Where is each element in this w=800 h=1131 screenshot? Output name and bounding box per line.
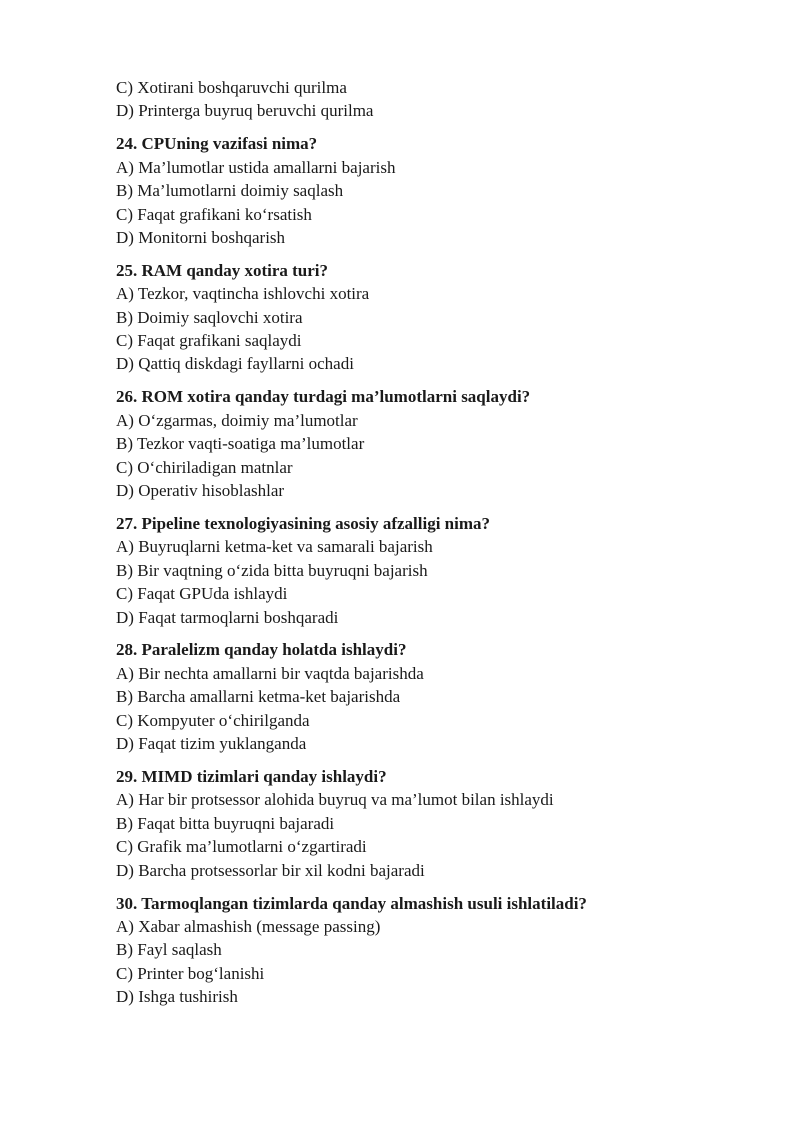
option: D) Barcha protsessorlar bir xil kodni bajaradi: [116, 860, 425, 880]
option: C) Faqat grafikani saqlaydi: [116, 331, 302, 351]
question-title: 27. Pipeline texnologiyasining asosiy afzalligi nima?: [116, 513, 491, 533]
question-30: [116, 892, 756, 1009]
option: B) Bir vaqtning o‘zida bitta buyruqni bajarish: [116, 560, 428, 580]
option: D) Monitorni boshqarish: [116, 227, 286, 247]
question-24: [116, 132, 756, 249]
question-title: 30. Tarmoqlangan tizimlarda qanday almashish usuli ishlatiladi?: [116, 893, 587, 913]
question-27: [116, 512, 756, 629]
option: A) Ma’lumotlar ustida amallarni bajarish: [116, 157, 396, 177]
question-title: 28. Paralelizm qanday holatda ishlaydi?: [116, 640, 407, 660]
option: B) Faqat bitta buyruqni bajaradi: [116, 813, 335, 833]
option: D) Faqat tizim yuklanganda: [116, 734, 307, 754]
option: B) Barcha amallarni ketma-ket bajarishda: [116, 687, 401, 707]
option: C) Grafik ma’lumotlarni o‘zgartiradi: [116, 837, 367, 857]
option: A) Har bir protsessor alohida buyruq va ma’lumot bilan ishlaydi: [116, 790, 554, 810]
option: C) Xotirani boshqaruvchi qurilma: [116, 78, 347, 97]
option: A) Bir nechta amallarni bir vaqtda bajarishda: [116, 663, 424, 683]
document-page: [116, 76, 756, 1009]
option: C) O‘chiriladigan matnlar: [116, 457, 293, 477]
continued-options: [116, 76, 756, 123]
option: A) Tezkor, vaqtincha ishlovchi xotira: [116, 284, 370, 304]
option: C) Printer bog‘lanishi: [116, 963, 265, 983]
option: D) Qattiq diskdagi fayllarni ochadi: [116, 354, 354, 374]
option: C) Faqat grafikani ko‘rsatish: [116, 204, 312, 224]
option: B) Doimiy saqlovchi xotira: [116, 307, 303, 327]
option: A) O‘zgarmas, doimiy ma’lumotlar: [116, 410, 358, 430]
option: A) Buyruqlarni ketma-ket va samarali bajarish: [116, 537, 433, 557]
question-title: 25. RAM qanday xotira turi?: [116, 260, 329, 280]
question-title: 26. ROM xotira qanday turdagi ma’lumotlarni saqlaydi?: [116, 387, 531, 407]
question-26: [116, 385, 756, 502]
option: C) Faqat GPUda ishlaydi: [116, 584, 288, 604]
option: B) Tezkor vaqti-soatiga ma’lumotlar: [116, 434, 365, 454]
question-29: [116, 765, 756, 882]
option: C) Kompyuter o‘chirilganda: [116, 710, 310, 730]
option: D) Operativ hisoblashlar: [116, 481, 285, 500]
question-28: [116, 638, 756, 755]
question-25: [116, 259, 756, 376]
option: D) Ishga tushirish: [116, 987, 238, 1007]
option: D) Faqat tarmoqlarni boshqaradi: [116, 607, 339, 627]
question-title: 24. CPUning vazifasi nima?: [116, 134, 318, 154]
question-title: 29. MIMD tizimlari qanday ishlaydi?: [116, 766, 387, 786]
option: D) Printerga buyruq beruvchi qurilma: [116, 101, 374, 121]
option: B) Ma’lumotlarni doimiy saqlash: [116, 181, 344, 201]
option: A) Xabar almashish (message passing): [116, 916, 381, 936]
option: B) Fayl saqlash: [116, 940, 222, 960]
